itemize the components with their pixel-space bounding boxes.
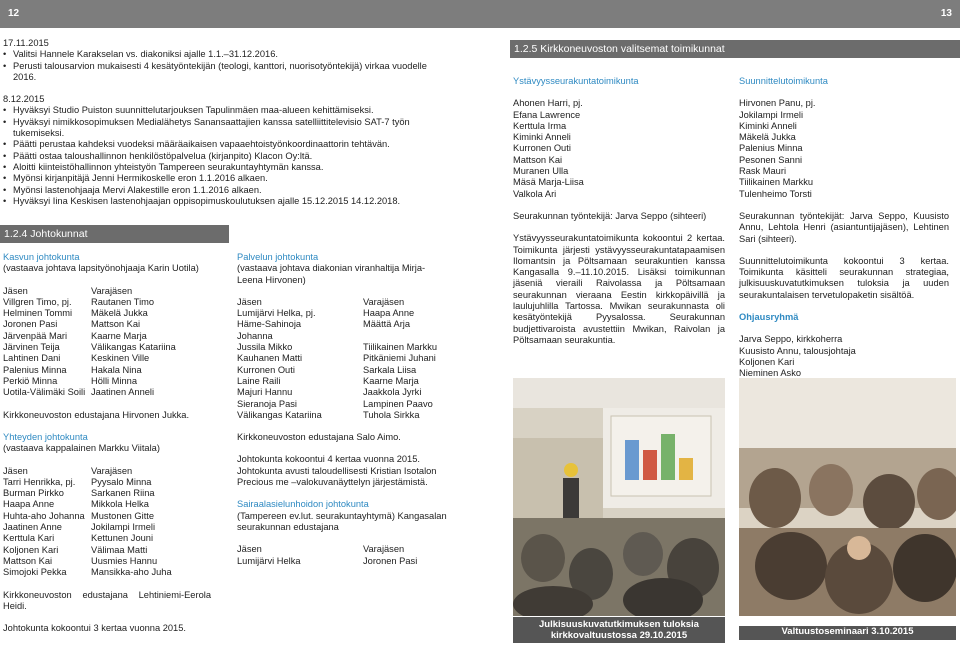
committee-title: Yhteyden johtokunta	[3, 432, 88, 442]
photo-presentation	[513, 378, 725, 616]
committee-meetings: Johtokunta kokoontui 3 kertaa vuonna 2015.	[3, 623, 186, 634]
member-table-header	[3, 286, 228, 297]
deputy-name: Tiilikainen Markku	[363, 342, 438, 353]
table-row	[237, 319, 447, 342]
column-header: Varajäsen	[363, 296, 405, 307]
member-name: Järvenpää Mari	[3, 330, 68, 341]
committee-title: Palvelun johtokunta	[237, 252, 319, 262]
member-name: Jussila Mikko	[237, 342, 293, 353]
deputy-name: Tuhola Sirkka	[363, 409, 420, 420]
yhteyden-johtokunta	[3, 432, 228, 634]
member-name: Jarva Seppo, kirkkoherra	[739, 334, 843, 345]
deputy-name: Kaarne Marja	[91, 330, 147, 341]
member-name: Mattson Kai	[513, 154, 563, 165]
deputy-name: Keskinen Ville	[91, 353, 150, 364]
member-name: Koljonen Kari	[739, 356, 795, 367]
table-row	[237, 342, 447, 353]
table-row	[237, 410, 447, 421]
member-name: Tulenheimo Torsti	[739, 188, 812, 199]
photo-caption-right: Valtuustoseminaari 3.10.2015	[739, 626, 956, 640]
committee-title: Sairaalasielunhoidon johtokunta	[237, 499, 369, 510]
deputy-name: Kaarne Marja	[363, 375, 419, 386]
table-row	[3, 376, 228, 387]
list-item: • Hyväksyi Studio Puiston suunnittelutarjouksen Tapulinmäen maa-alueen kehittämiseksi.	[3, 105, 441, 116]
committee-worker: Seurakunnan työntekijä: Jarva Seppo (sihteeri)	[513, 210, 707, 221]
member-name: Koljonen Kari	[3, 544, 59, 555]
member-name: Mäkelä Jukka	[739, 132, 796, 143]
committee-title: Suunnittelutoimikunta	[739, 76, 828, 86]
member-list	[739, 98, 949, 200]
member-name: Efana Lawrence	[513, 109, 581, 120]
deputy-name: Hölli Minna	[91, 375, 137, 386]
committee-subtitle: (vastaava kappalainen Markku Viitala)	[3, 443, 160, 454]
committee-title: Kasvun johtokunta	[3, 252, 80, 262]
palvelun-johtokunta	[237, 252, 447, 567]
column-header: Jäsen	[237, 544, 262, 555]
deputy-name: Sarkanen Riina	[91, 488, 155, 499]
list-item: • Valitsi Hannele Karakselan vs. diakoniksi ajalle 1.1.–31.12.2016.	[3, 49, 441, 60]
list-item: • Aloitti kiinteistöhallinnon yhteistyön Tampereen seurakuntayhtymän kanssa.	[3, 162, 441, 173]
table-row	[3, 488, 228, 499]
column-header: Jäsen	[3, 285, 28, 296]
deputy-name: Jaakkola Jyrki	[363, 387, 422, 398]
photo-seminar	[739, 378, 956, 616]
kasvun-johtokunta	[3, 252, 228, 421]
date-heading: 17.11.2015	[3, 38, 49, 48]
committee-subtitle: (Tampereen ev.lut. seurakuntayhtymä) Kangasalan seurakunnan edustajana	[237, 510, 447, 532]
committee-description: Suunnittelutoimikunta kokoontui 3 kertaa. Toimikunta käsitteli seurakunnan strategiaa, julkisuuskuvatutkimuksen tuloksia ja uuden seurakuntalaisen tervetulopaketin sisältöä.	[739, 255, 949, 300]
committee-description: Ystävyysseurakuntatoimikunta kokoontui 2 kertaa. Toimikunta järjesti ystävyysseurakuntatapaamisen Ilomantsin ja Pöltsamaan seurakuntien kanssa Kangasalla 9.–11.10.2015. Lisäksi toimikunnan jäseniä vieraili Raivolassa ja Pöltsamaan seurakunnan vieraana Eestin kirkkopäivillä ja laulujuhlilla Tartossa. Mwikan seurakunnasta oli kesätyöntekijä Pyysalossa. Seurakunnan budjettivaroista avustettiin Mwikan, Raivolan ja Pöltsamaan seurakuntia.	[513, 233, 725, 345]
table-row	[237, 556, 447, 567]
deputy-name: Lampinen Paavo	[363, 398, 433, 409]
list-item: • Päätti ostaa taloushallinnon henkilöstöpalvelua (kirjanpito) Klacon Oy:ltä.	[3, 151, 441, 162]
deputy-name: Välimaa Matti	[91, 544, 148, 555]
seminar-photo-icon	[739, 378, 956, 616]
deputy-name: Määttä Arja	[363, 319, 411, 330]
member-name: Jokilampi Irmeli	[739, 109, 804, 120]
member-name: Palenius Minna	[739, 143, 803, 154]
committee-worker: Seurakunnan työntekijät: Jarva Seppo, Kuusisto Annu, Lehtola Henri (asiantuntijajäsen), Lehtinen Sari (sihteeri).	[739, 210, 949, 244]
member-name: Kauhanen Matti	[237, 353, 303, 364]
member-name: Välikangas Katariina	[237, 409, 322, 420]
member-table-header	[237, 544, 447, 555]
member-name: Kiminki Anneli	[513, 132, 571, 143]
deputy-name: Sarkala Liisa	[363, 364, 417, 375]
committee-title: Ystävyysseurakuntatoimikunta	[513, 76, 639, 86]
deputy-name: Uusmies Hannu	[91, 555, 158, 566]
member-name: Kerttula Irma	[513, 120, 567, 131]
presentation-photo-icon	[513, 378, 725, 616]
date-heading: 8.12.2015	[3, 94, 45, 105]
deputy-name: Hakala Nina	[91, 364, 142, 375]
member-name: Kurronen Outi	[237, 364, 295, 375]
page-header-bar	[0, 0, 960, 28]
table-row	[237, 308, 447, 319]
member-name: Kerttula Kari	[3, 533, 55, 544]
member-name: Tiilikainen Markku	[739, 177, 814, 188]
table-row	[3, 477, 228, 488]
committee-subtitle: (vastaava johtava diakonian viranhaltija Mirja-Leena Hirvonen)	[237, 263, 426, 285]
committee-subtitle: (vastaava johtava lapsityönohjaaja Karin Uotila)	[3, 263, 199, 274]
committee-title: Ohjausryhmä	[739, 312, 799, 323]
table-row	[3, 342, 228, 353]
member-table-header	[3, 466, 228, 477]
table-row	[3, 319, 228, 330]
member-name: Jaatinen Anne	[3, 522, 62, 533]
member-name: Lumijärvi Helka, pj.	[237, 308, 316, 319]
table-row	[3, 387, 228, 398]
member-table	[237, 308, 447, 421]
committee-meetings: Johtokunta kokoontui 4 kertaa vuonna 2015. Johtokunta avusti taloudellisesti Kristian Isotalon Precious me –valokuvanäyttelyn järjestämistä.	[237, 454, 437, 488]
member-name: Rask Mauri	[739, 166, 787, 177]
member-name: Kiminki Anneli	[739, 120, 797, 131]
member-name: Simojoki Pekka	[3, 567, 67, 578]
member-name: Lumijärvi Helka	[237, 555, 301, 566]
member-name: Järvinen Teija	[3, 342, 60, 353]
deputy-name: Mikkola Helka	[91, 499, 149, 510]
table-row	[237, 365, 447, 376]
table-row	[3, 365, 228, 376]
section-heading-johtokunnat: 1.2.4 Johtokunnat	[0, 225, 229, 243]
table-row	[237, 353, 447, 364]
list-item: • Perusti talousarvion mukaisesti 4 kesätyöntekijän (teologi, kanttori, nuorisotyöntekijä) virkaa vuodelle 2016.	[3, 61, 441, 84]
table-row	[3, 567, 228, 578]
table-row	[3, 533, 228, 544]
list-item: • Myönsi lastenohjaaja Mervi Alakestille eron 1.1.2016 alkaen.	[3, 185, 441, 196]
table-row	[3, 353, 228, 364]
table-row	[237, 387, 447, 398]
table-row	[3, 545, 228, 556]
column-header: Jäsen	[3, 465, 28, 476]
member-name: Häme-Sahinoja Johanna	[237, 319, 302, 341]
deputy-name: Jaatinen Anneli	[91, 387, 155, 398]
member-name: Kurronen Outi	[513, 143, 571, 154]
ystavyys-toimikunta	[513, 76, 725, 346]
member-name: Haapa Anne	[3, 499, 55, 510]
table-row	[3, 331, 228, 342]
member-name: Pesonen Sanni	[739, 154, 803, 165]
member-name: Perkiö Minna	[3, 375, 58, 386]
table-row	[3, 556, 228, 567]
committee-secretary: Kirkkoneuvoston edustajana Salo Aimo.	[237, 432, 401, 443]
deputy-name: Rautanen Timo	[91, 296, 155, 307]
photo-caption-left: Julkisuuskuvatutkimuksen tuloksia kirkkovaltuustossa 29.10.2015	[513, 617, 725, 643]
member-name: Ahonen Harri, pj.	[513, 98, 583, 109]
member-name: Mattson Kai	[3, 555, 53, 566]
member-name: Hirvonen Panu, pj.	[739, 98, 816, 109]
committee-secretary: Kirkkoneuvoston edustajana Hirvonen Jukka.	[3, 409, 190, 420]
decision-list	[3, 105, 441, 207]
column-header: Varajäsen	[91, 285, 133, 296]
table-row	[237, 399, 447, 410]
table-row	[3, 511, 228, 522]
member-name: Majuri Hannu	[237, 387, 293, 398]
member-name: Mäsä Marja-Liisa	[513, 177, 584, 188]
member-name: Laine Raili	[237, 375, 281, 386]
deputy-name: Jokilampi Irmeli	[91, 522, 156, 533]
deputy-name: Mustonen Gitte	[91, 510, 155, 521]
decision-list	[3, 49, 441, 83]
page-number-right: 13	[940, 8, 952, 19]
member-name: Uotila-Välimäki Soili	[3, 387, 86, 398]
member-table	[237, 556, 447, 567]
table-row	[3, 308, 228, 319]
deputy-name: Välikangas Katariina	[91, 342, 176, 353]
deputy-name: Mäkelä Jukka	[91, 308, 148, 319]
list-item: • Hyväksyi nimikkosopimuksen Medialähetys Sanansaattajien kanssa satelliittitelevisio SAT-7 työn tukemiseksi.	[3, 117, 441, 140]
list-item: • Myönsi kirjanpitäjä Jenni Hermikoskelle eron 1.1.2016 alkaen.	[3, 173, 441, 184]
suunnittelu-toimikunta	[739, 76, 949, 391]
deputy-name: Kettunen Jouni	[91, 533, 154, 544]
member-name: Joronen Pasi	[3, 319, 58, 330]
list-item: • Päätti perustaa kahdeksi vuodeksi määräaikaisen vapaaehtoistyönkoordinaattorin tehtävän.	[3, 139, 441, 150]
table-row	[237, 376, 447, 387]
deputy-name: Pyysalo Minna	[91, 476, 152, 487]
member-table	[3, 297, 228, 399]
member-name: Kuusisto Annu, talousjohtaja	[739, 345, 856, 356]
committee-secretary: Kirkkoneuvoston edustajana Lehtiniemi-Eerola Heidi.	[3, 589, 211, 611]
board-decisions	[3, 38, 441, 207]
member-name: Palenius Minna	[3, 364, 67, 375]
page-number-left: 12	[8, 8, 20, 19]
member-name: Nieminen Asko	[739, 368, 802, 379]
deputy-name: Mattson Kai	[91, 319, 141, 330]
table-row	[3, 499, 228, 510]
table-row	[3, 297, 228, 308]
member-name: Lahtinen Dani	[3, 353, 61, 364]
column-header: Jäsen	[237, 296, 262, 307]
list-item: • Hyväksyi Iina Keskisen lastenohjaajan oppisopimuskoulutuksen ajalle 15.12.2015 14.12.2018.	[3, 196, 441, 207]
member-name: Helminen Tommi	[3, 308, 73, 319]
section-heading-valitsemat: 1.2.5 Kirkkoneuvoston valitsemat toimikunnat	[510, 40, 960, 58]
member-name: Tarri Henrikka, pj.	[3, 476, 76, 487]
member-name: Huhta-aho Johanna	[3, 510, 85, 521]
member-name: Villgren Timo, pj.	[3, 296, 72, 307]
member-name: Burman Pirkko	[3, 488, 64, 499]
deputy-name: Mansikka-aho Juha	[91, 567, 172, 578]
column-header: Varajäsen	[91, 465, 133, 476]
column-header: Varajäsen	[363, 544, 405, 555]
deputy-name: Pitkäniemi Juhani	[363, 353, 436, 364]
deputy-name: Haapa Anne	[363, 308, 415, 319]
member-name: Muranen Ulla	[513, 166, 569, 177]
member-table	[3, 477, 228, 579]
member-list	[513, 98, 725, 200]
table-row	[3, 522, 228, 533]
deputy-name: Joronen Pasi	[363, 555, 418, 566]
member-name: Valkola Ari	[513, 188, 557, 199]
member-name: Sieranoja Pasi	[237, 398, 297, 409]
member-table-header	[237, 297, 447, 308]
